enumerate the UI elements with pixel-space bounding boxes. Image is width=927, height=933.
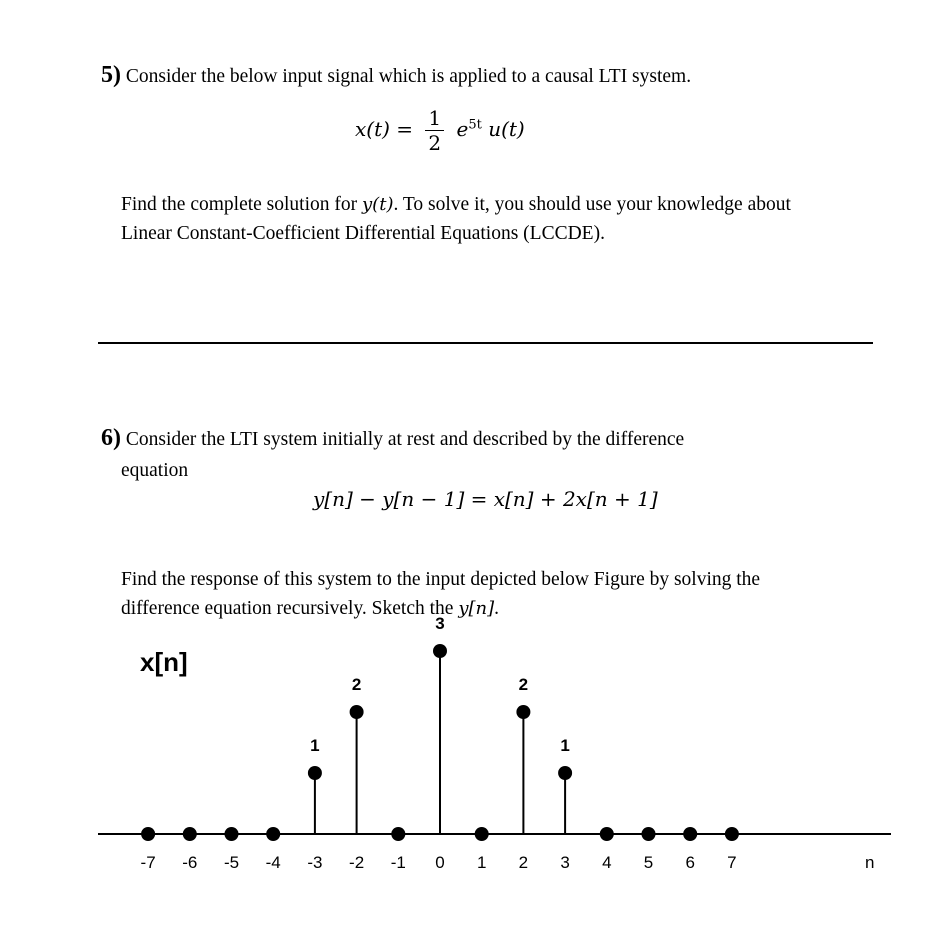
tick-label: -6	[182, 853, 198, 872]
value-label: 2	[518, 675, 529, 694]
q6-body-post: .	[494, 598, 500, 619]
stem-point	[350, 705, 364, 719]
value-label: 1	[310, 736, 320, 755]
q5-number: 5)	[101, 62, 121, 88]
value-label: 3	[435, 614, 445, 633]
value-label: 2	[351, 675, 362, 694]
tick-label: -7	[140, 853, 156, 872]
q6-number: 6)	[101, 425, 121, 451]
stem-point	[475, 827, 489, 841]
q5-eq-lhs: x(t) =	[355, 117, 414, 141]
tick-label: -4	[265, 853, 281, 872]
q5-intro: Consider the below input signal which is applied to a causal LTI system.	[125, 66, 692, 87]
stem-point	[516, 705, 530, 719]
tick-label: -2	[349, 853, 365, 872]
q5-body-post: . To solve it, you should use your knowledge about Linear Constant-Coefficient Differential Equations (LCCDE).	[121, 194, 791, 244]
stem-point	[600, 827, 614, 841]
stem-point	[266, 827, 280, 841]
axis-label-n: n	[865, 853, 875, 872]
stem-point	[391, 827, 405, 841]
q5-eq-frac-num: 1	[425, 106, 444, 131]
stem-point	[433, 644, 447, 658]
stems	[141, 644, 739, 841]
q5-body-var: y(t)	[362, 194, 394, 215]
q5-eq-frac-den: 2	[428, 131, 442, 155]
tick-label: 4	[602, 853, 612, 872]
stem-point	[183, 827, 197, 841]
chart-title: x[n]	[140, 647, 188, 677]
tick-label: 6	[685, 853, 695, 872]
q6-body-var: y[n]	[458, 598, 495, 619]
stem-point	[141, 827, 155, 841]
stem-point	[725, 827, 739, 841]
q6-equation: y[n] − y[n − 1] = x[n] + 2x[n + 1]	[313, 487, 658, 511]
stem-point	[225, 827, 239, 841]
tick-label: -5	[223, 853, 240, 872]
tick-label: 2	[518, 853, 529, 872]
stem-point	[683, 827, 697, 841]
stem-point	[558, 766, 572, 780]
q5-body-pre: Find the complete solution for	[121, 194, 363, 215]
tick-label: 5	[643, 853, 654, 872]
q5-eq-base: e	[456, 117, 469, 141]
q6-intro-line2: equation	[121, 460, 189, 481]
q6-intro-line1: Consider the LTI system initially at rest and described by the difference	[125, 429, 685, 450]
tick-label: 3	[560, 853, 570, 872]
stem-point	[642, 827, 656, 841]
q5-eq-exponent: 5t	[468, 117, 482, 133]
tick-label: 1	[476, 853, 487, 872]
value-label: 1	[560, 736, 570, 755]
tick-label: 7	[727, 853, 737, 872]
tick-label: -1	[390, 853, 406, 872]
tick-label: 0	[435, 853, 445, 872]
q5-eq-tail: u(t)	[488, 117, 525, 141]
tick-labels	[141, 853, 737, 872]
stem-point	[308, 766, 322, 780]
tick-label: -3	[307, 853, 323, 872]
q6-body-pre: Find the response of this system to the input depicted below Figure by solving the difference equation recursively. Sketch the	[121, 569, 761, 619]
